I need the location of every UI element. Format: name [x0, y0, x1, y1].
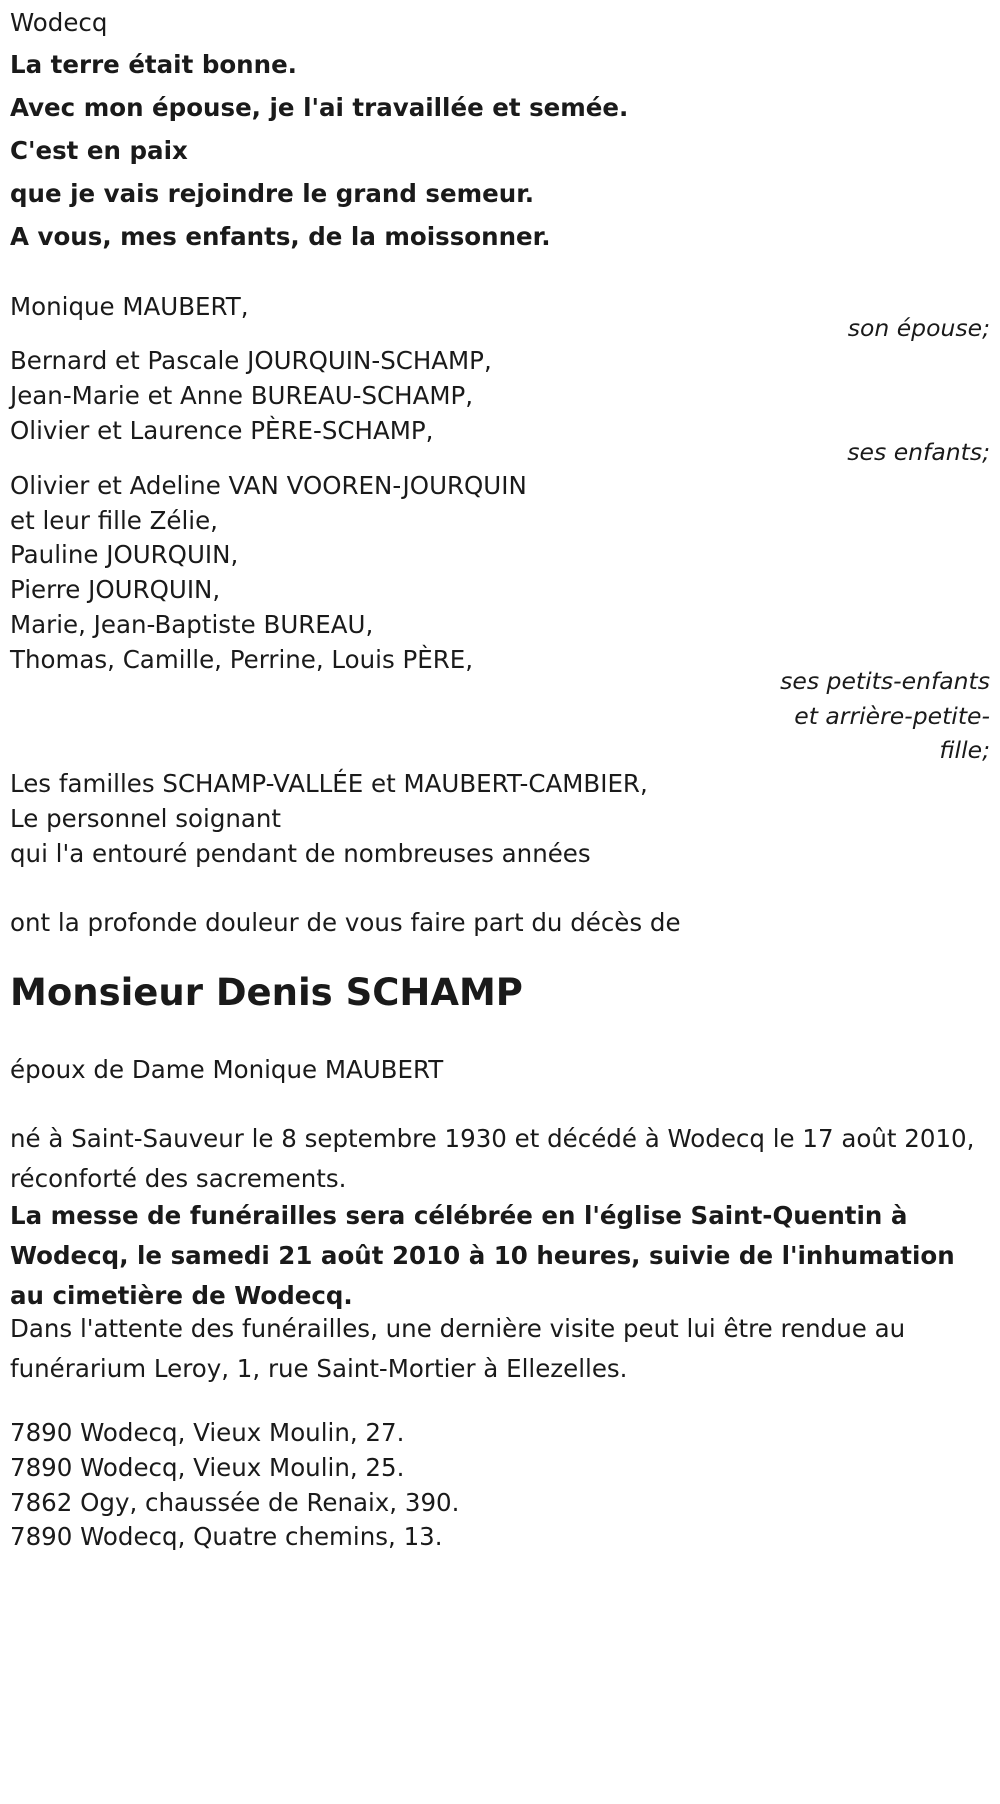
children-relation: ses enfants; — [847, 438, 990, 466]
poem-line: La terre était bonne. — [10, 50, 297, 79]
grandchild-name: et leur fille Zélie, — [10, 506, 218, 535]
grandchild-name: Thomas, Camille, Perrine, Louis PÈRE, — [10, 645, 474, 674]
grandchildren-relation: ses petits-enfants — [780, 667, 990, 695]
address-line: 7890 Wodecq, Vieux Moulin, 27. — [10, 1418, 405, 1447]
others-line: Les familles SCHAMP-VALLÉE et MAUBERT-CAMBIER, — [10, 769, 648, 798]
others-line: qui l'a entouré pendant de nombreuses années — [10, 839, 591, 868]
poem-line: Avec mon épouse, je l'ai travaillée et semée. — [10, 93, 629, 122]
grandchild-name: Marie, Jean-Baptiste BUREAU, — [10, 610, 374, 639]
location-heading: Wodecq — [10, 8, 108, 37]
address-line: 7890 Wodecq, Vieux Moulin, 25. — [10, 1453, 405, 1482]
grandchild-name: Pierre JOURQUIN, — [10, 575, 221, 604]
address-line: 7890 Wodecq, Quatre chemins, 13. — [10, 1522, 443, 1551]
announcement: ont la profonde douleur de vous faire part du décès de — [10, 908, 681, 937]
grandchildren-relation: fille; — [939, 736, 990, 764]
spouse-name: Monique MAUBERT, — [10, 292, 249, 321]
address-line: 7862 Ogy, chaussée de Renaix, 390. — [10, 1488, 460, 1517]
others-line: Le personnel soignant — [10, 804, 282, 833]
grandchild-name: Olivier et Adeline VAN VOOREN-JOURQUIN — [10, 471, 527, 500]
deceased-title: Monsieur Denis SCHAMP — [10, 971, 523, 1014]
poem-line: A vous, mes enfants, de la moissonner. — [10, 222, 551, 251]
spouse-of: époux de Dame Monique MAUBERT — [10, 1055, 444, 1084]
visit-info: Dans l'attente des funérailles, une dernière visite peut lui être rendue au funérarium Leroy, 1, rue Saint-Mortier à Ellezelles. — [10, 1314, 906, 1383]
funeral-mass-info: La messe de funérailles sera célébrée en l'église Saint-Quentin à Wodecq, le samedi 21 août 2010 à 10 heures, suivie de l'inhumation au cimetière de Wodecq. — [10, 1201, 955, 1310]
poem-line: que je vais rejoindre le grand semeur. — [10, 179, 535, 208]
child-name: Bernard et Pascale JOURQUIN-SCHAMP, — [10, 346, 492, 375]
child-name: Olivier et Laurence PÈRE-SCHAMP, — [10, 416, 434, 445]
spouse-relation: son épouse; — [847, 314, 990, 342]
birth-death-info: né à Saint-Sauveur le 8 septembre 1930 et décédé à Wodecq le 17 août 2010, réconforté des sacrements. — [10, 1124, 975, 1193]
poem-line: C'est en paix — [10, 136, 188, 165]
grandchild-name: Pauline JOURQUIN, — [10, 540, 239, 569]
grandchildren-relation: et arrière-petite- — [794, 702, 990, 730]
child-name: Jean-Marie et Anne BUREAU-SCHAMP, — [10, 381, 474, 410]
